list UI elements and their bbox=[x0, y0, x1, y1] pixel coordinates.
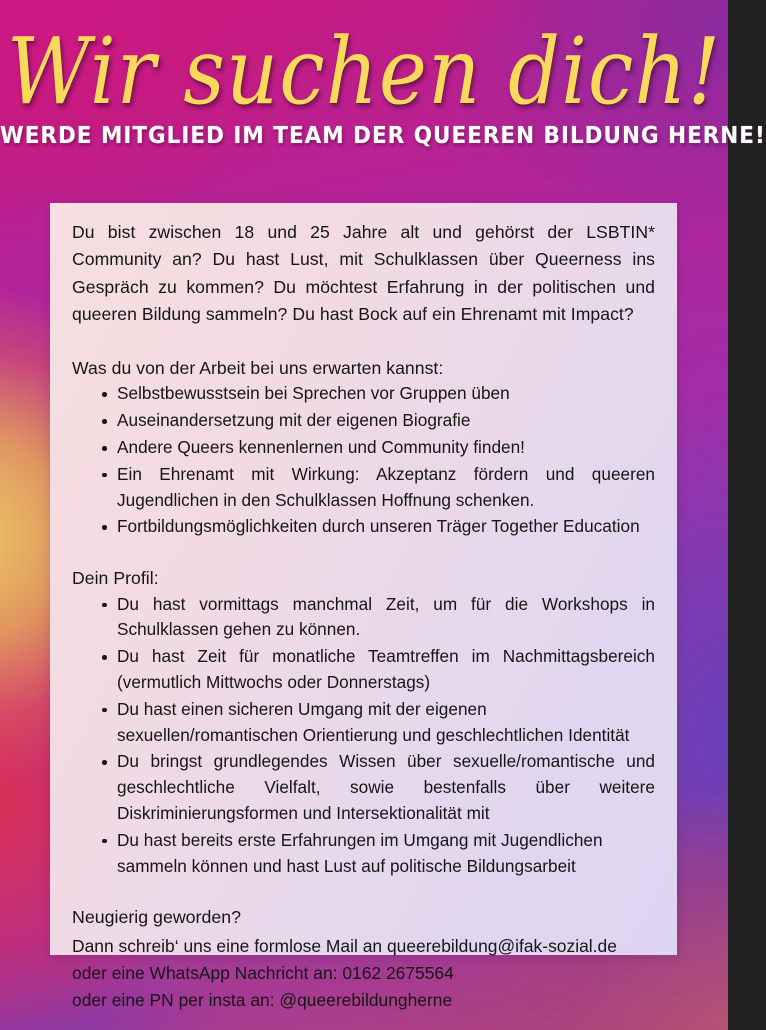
spacer bbox=[72, 880, 655, 904]
content-card bbox=[50, 203, 677, 1011]
contact-whatsapp-line: oder eine WhatsApp Nachricht an: 0162 2675564 bbox=[72, 963, 454, 984]
page-title: Wir suchen dich! bbox=[6, 19, 722, 126]
spacer bbox=[72, 328, 655, 355]
intro-paragraph: Du bist zwischen 18 und 25 Jahre alt und gehörst der LSBTIN* Community an? Du hast Lust, mit Schulklassen über Queerness ins Gespräch zu kommen? Du möchtest Erfahrung in der politischen und queeren Bildung sammeln? Du hast Bock auf ein Ehrenamt mit Impact? bbox=[72, 222, 655, 324]
benefits-heading: Was du von der Arbeit bei uns erwarten kannst: bbox=[72, 358, 444, 379]
list-item: Du hast bereits erste Erfahrungen im Umgang mit Jugendlichen sammeln können und hast Lust auf politische Bildungsarbeit bbox=[102, 828, 655, 880]
list-item: Andere Queers kennenlernen und Community finden! bbox=[102, 435, 655, 461]
poster-header bbox=[0, 0, 766, 150]
list-item: Du hast vormittags manchmal Zeit, um für die Workshops in Schulklassen gehen zu können. bbox=[102, 592, 655, 644]
list-item: Auseinandersetzung mit der eigenen Biografie bbox=[102, 408, 655, 434]
contact-email-line: Dann schreib‘ uns eine formlose Mail an queerebildung@ifak-sozial.de bbox=[72, 936, 617, 957]
profile-heading: Dein Profil: bbox=[72, 568, 159, 589]
profile-list bbox=[72, 592, 655, 880]
poster-subtitle: WERDE MITGLIED IM TEAM DER QUEEREN BILDUNG HERNE! bbox=[0, 122, 766, 150]
benefits-list bbox=[72, 381, 655, 540]
list-item: Ein Ehrenamt mit Wirkung: Akzeptanz fördern und queeren Jugendlichen in den Schulklassen Hoffnung schenken. bbox=[102, 462, 655, 514]
list-item: Du hast einen sicheren Umgang mit der eigenen sexuellen/romantischen Orientierung und geschlechtlichen Identität bbox=[102, 697, 655, 749]
spacer bbox=[72, 541, 655, 565]
contact-heading: Neugierig geworden? bbox=[72, 907, 242, 928]
list-item: Du hast Zeit für monatliche Teamtreffen im Nachmittagsbereich (vermutlich Mittwochs oder Donnerstags) bbox=[102, 644, 655, 696]
list-item: Fortbildungsmöglichkeiten durch unseren Träger Together Education bbox=[102, 514, 655, 540]
list-item: Du bringst grundlegendes Wissen über sexuelle/romantische und geschlechtliche Vielfalt, sowie bestenfalls über weitere Diskriminierungsformen und Intersektionalität mit bbox=[102, 749, 655, 826]
contact-instagram-line: oder eine PN per insta an: @queerebildungherne bbox=[72, 990, 453, 1011]
list-item: Selbstbewusstsein bei Sprechen vor Gruppen üben bbox=[102, 381, 655, 407]
